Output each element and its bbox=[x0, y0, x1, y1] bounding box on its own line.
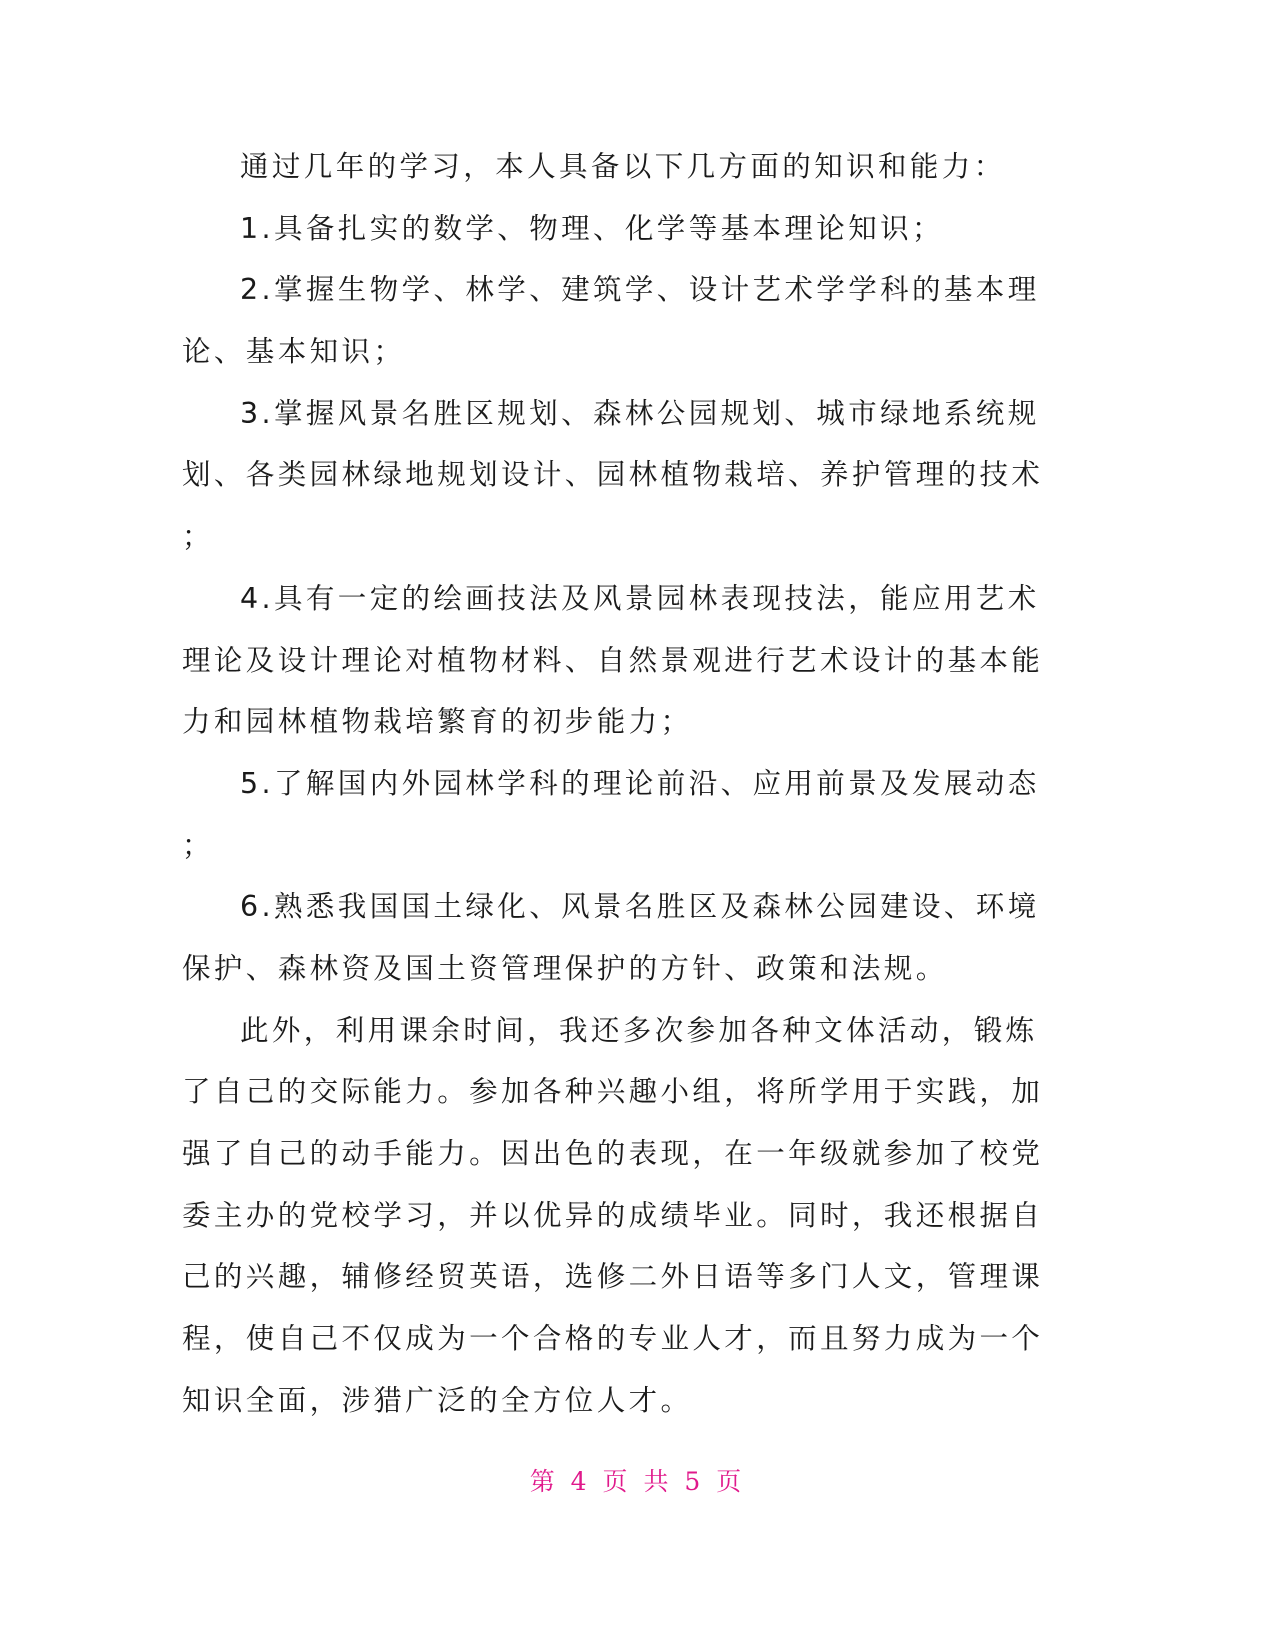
document-body bbox=[182, 136, 1044, 1431]
text-line: 强了自己的动手能力。因出色的表现，在一年级就参加了校党 bbox=[182, 1137, 1044, 1170]
text-line: 知识全面，涉猎广泛的全方位人才。 bbox=[182, 1383, 693, 1417]
text-line: 4.具有一定的绘画技法及风景园林表现技法，能应用艺术 bbox=[240, 581, 1040, 615]
text-line: 己的兴趣，辅修经贸英语，选修二外日语等多门人文，管理课 bbox=[182, 1260, 1044, 1294]
text-line: 保护、森林资及国土资管理保护的方针、政策和法规。 bbox=[182, 951, 948, 985]
text-line: 程，使自己不仅成为一个合格的专业人才，而且努力成为一个 bbox=[182, 1322, 1044, 1356]
text-line: 3.掌握风景名胜区规划、森林公园规划、城市绿地系统规 bbox=[240, 396, 1040, 430]
text-line: 了自己的交际能力。参加各种兴趣小组，将所学用于实践，加 bbox=[182, 1075, 1044, 1109]
text-line: 论、基本知识； bbox=[182, 335, 406, 369]
text-line: 2.掌握生物学、林学、建筑学、设计艺术学学科的基本理 bbox=[240, 273, 1040, 307]
text-line: 1.具备扎实的数学、物理、化学等基本理论知识； bbox=[240, 211, 944, 245]
text-line: 力和园林植物栽培繁育的初步能力； bbox=[182, 705, 693, 739]
text-line: 6.熟悉我国国土绿化、风景名胜区及森林公园建设、环境 bbox=[240, 890, 1040, 924]
text-line: ； bbox=[182, 520, 214, 554]
text-line: 委主办的党校学习，并以优异的成绩毕业。同时，我还根据自 bbox=[182, 1198, 1044, 1232]
text-line: 此外，利用课余时间，我还多次参加各种文体活动，锻炼 bbox=[240, 1013, 1038, 1047]
text-line: 通过几年的学习，本人具备以下几方面的知识和能力： bbox=[240, 150, 1006, 183]
text-line: ； bbox=[182, 828, 214, 862]
page-number-label: 第 4 页 共 5 页 bbox=[529, 1467, 746, 1496]
page-footer bbox=[0, 1462, 1275, 1498]
text-line: 5.了解国内外园林学科的理论前沿、应用前景及发展动态 bbox=[240, 766, 1040, 800]
text-line: 理论及设计理论对植物材料、自然景观进行艺术设计的基本能 bbox=[182, 643, 1044, 677]
text-line: 划、各类园林绿地规划设计、园林植物栽培、养护管理的技术 bbox=[182, 458, 1044, 492]
